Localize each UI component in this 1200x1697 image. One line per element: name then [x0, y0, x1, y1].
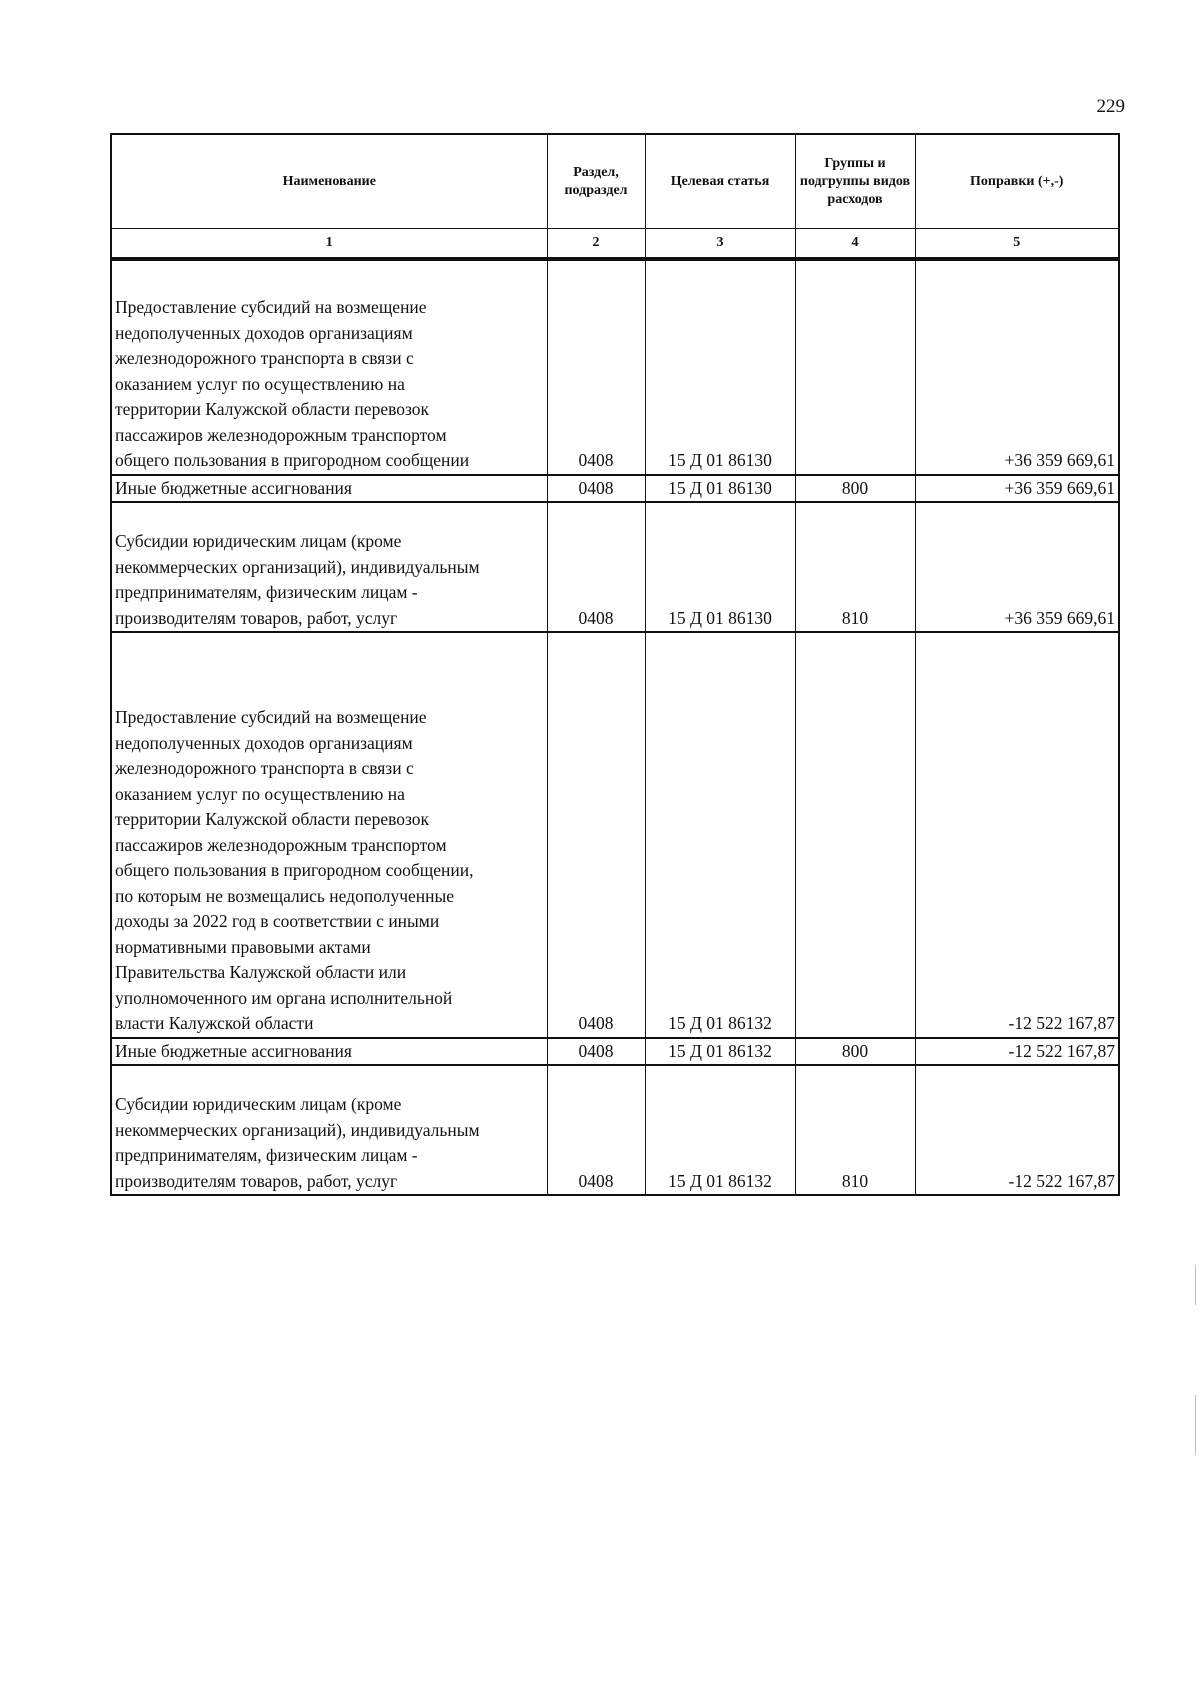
row-name-line: Правительства Калужской области или — [115, 962, 407, 982]
row-section: 0408 — [547, 475, 645, 503]
header-section: Раздел, подраздел — [547, 134, 645, 229]
table-header-row — [111, 134, 1119, 229]
row-name-line: Иные бюджетные ассигнования — [115, 1040, 352, 1061]
row-name — [111, 502, 547, 632]
row-name — [111, 475, 547, 503]
row-section: 0408 — [547, 632, 645, 1038]
row-target: 15 Д 01 86130 — [645, 475, 795, 503]
row-name-line: Субсидии юридическим лицам (кроме — [115, 1094, 402, 1114]
row-section: 0408 — [547, 1038, 645, 1066]
row-name — [111, 1038, 547, 1066]
row-group: 800 — [795, 475, 915, 503]
row-name-line: Иные бюджетные ассигнования — [115, 477, 352, 498]
row-name-line: некоммерческих организаций), индивидуальным — [115, 556, 480, 577]
column-number: 5 — [915, 229, 1119, 260]
row-name — [111, 259, 547, 475]
row-amount: +36 359 669,61 — [915, 259, 1119, 475]
row-name-line: Предоставление субсидий на возмещение — [115, 707, 427, 727]
row-target: 15 Д 01 86130 — [645, 259, 795, 475]
row-name-line: Субсидии юридическим лицам (кроме — [115, 531, 402, 551]
row-group — [795, 632, 915, 1038]
table-row — [111, 632, 1119, 1038]
column-number: 4 — [795, 229, 915, 260]
row-name-line: железнодорожного транспорта в связи с — [115, 348, 414, 368]
row-name-line: производителям товаров, работ, услуг — [115, 607, 398, 628]
scan-edge-mark — [1195, 1395, 1196, 1455]
scan-edge-mark — [1195, 1265, 1196, 1305]
table-row — [111, 475, 1119, 503]
row-target: 15 Д 01 86132 — [645, 632, 795, 1038]
row-name-line: предпринимателям, физическим лицам - — [115, 1145, 418, 1165]
row-name — [111, 632, 547, 1038]
row-name-line: оказанием услуг по осуществлению на — [115, 783, 405, 804]
row-section: 0408 — [547, 502, 645, 632]
column-number: 2 — [547, 229, 645, 260]
table-row — [111, 502, 1119, 632]
row-name-line: общего пользования в пригородном сообщении — [115, 450, 470, 470]
row-name-line: уполномоченного им органа исполнительной — [115, 987, 453, 1008]
row-name-line: железнодорожного транспорта в связи с — [115, 758, 414, 778]
row-name-line: пассажиров железнодорожным транспортом — [115, 424, 447, 445]
row-name-line: власти Калужской области — [115, 1013, 314, 1033]
row-amount: -12 522 167,87 — [915, 1065, 1119, 1195]
header-amount: Поправки (+,-) — [915, 134, 1119, 229]
row-name-line: общего пользования в пригородном сообщении, — [115, 860, 474, 880]
row-name-line: нормативными правовыми актами — [115, 936, 371, 957]
header-name: Наименование — [111, 134, 547, 229]
budget-amendments-table — [110, 133, 1120, 1196]
column-number: 3 — [645, 229, 795, 260]
row-name-line: территории Калужской области перевозок — [115, 399, 430, 419]
row-name-line: Предоставление субсидий на возмещение — [115, 297, 427, 317]
row-name-line: пассажиров железнодорожным транспортом — [115, 834, 447, 855]
table-row — [111, 1065, 1119, 1195]
row-name-line: оказанием услуг по осуществлению на — [115, 373, 405, 394]
row-target: 15 Д 01 86132 — [645, 1038, 795, 1066]
row-name-line: недополученных доходов организациям — [115, 732, 413, 753]
row-name-line: некоммерческих организаций), индивидуальным — [115, 1119, 480, 1140]
row-amount: +36 359 669,61 — [915, 475, 1119, 503]
row-target: 15 Д 01 86132 — [645, 1065, 795, 1195]
row-name-line: по которым не возмещались недополученные — [115, 885, 455, 906]
header-target: Целевая статья — [645, 134, 795, 229]
row-amount: -12 522 167,87 — [915, 632, 1119, 1038]
row-target: 15 Д 01 86130 — [645, 502, 795, 632]
row-group: 810 — [795, 502, 915, 632]
row-name-line: доходы за 2022 год в соответствии с иными — [115, 911, 440, 931]
row-section: 0408 — [547, 259, 645, 475]
header-group: Группы и подгруппы видов расходов — [795, 134, 915, 229]
column-number: 1 — [111, 229, 547, 260]
row-name — [111, 1065, 547, 1195]
row-group — [795, 259, 915, 475]
row-name-line: недополученных доходов организациям — [115, 322, 413, 343]
row-amount: -12 522 167,87 — [915, 1038, 1119, 1066]
row-amount: +36 359 669,61 — [915, 502, 1119, 632]
row-name-line: территории Калужской области перевозок — [115, 809, 430, 829]
page-number: 229 — [1096, 96, 1125, 117]
table-row — [111, 1038, 1119, 1066]
column-number-row — [111, 229, 1119, 260]
row-section: 0408 — [547, 1065, 645, 1195]
table-row — [111, 259, 1119, 475]
row-group: 810 — [795, 1065, 915, 1195]
row-group: 800 — [795, 1038, 915, 1066]
row-name-line: предпринимателям, физическим лицам - — [115, 582, 418, 602]
row-name-line: производителям товаров, работ, услуг — [115, 1170, 398, 1191]
